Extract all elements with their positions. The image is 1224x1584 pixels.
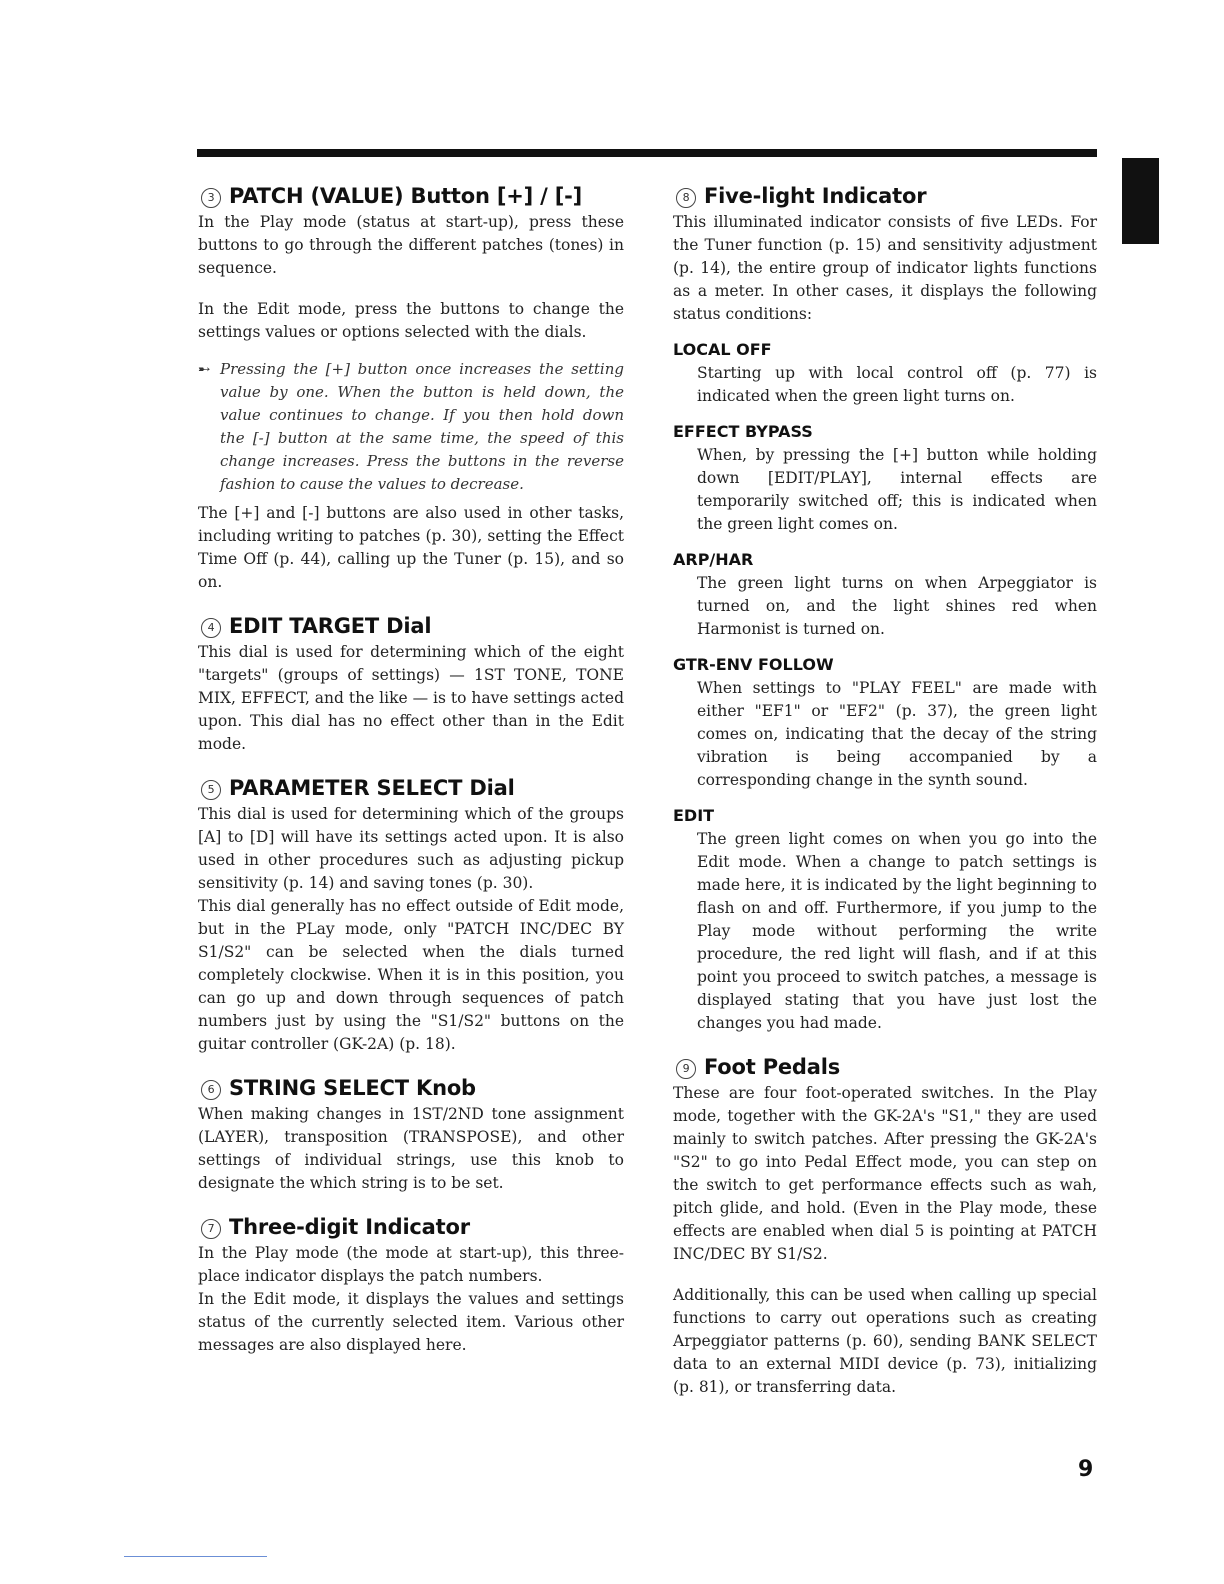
status-label: ARP/HAR [673, 550, 754, 569]
heading-text: STRING SELECT Knob [229, 1076, 476, 1100]
section-three-digit-indicator [198, 1215, 624, 1357]
paragraph: Additionally, this can be used when calling up special functions to carry out operations such as creating Arpeggiator patterns (p. 60), sending BANK SELECT data to an external MIDI device (p. 73), initializing (p. 81), or transferring data. [673, 1286, 1097, 1396]
section-heading [198, 1215, 624, 1239]
bottom-divider [124, 1556, 267, 1557]
section-heading [198, 184, 624, 208]
status-description: When, by pressing the [+] button while holding down [EDIT/PLAY], internal effects are temporarily switched off; this is indicated when the green light comes on. [697, 446, 1097, 533]
heading-text: Three-digit Indicator [229, 1215, 470, 1239]
circled-number: 4 [201, 618, 221, 638]
paragraph: In the Play mode (status at start-up), press these buttons to go through the different patches (tones) in sequence. [198, 213, 624, 277]
heading-text: PATCH (VALUE) Button [+] / [-] [229, 184, 583, 208]
paragraph: This dial is used for determining which of the groups [A] to [D] will have its settings acted upon. It is also used in other procedures such as adjusting pickup sensitivity (p. 14) and saving tones (p. 30). [198, 805, 624, 892]
section-patch-value-button [198, 184, 624, 594]
right-column [673, 184, 1097, 1419]
status-list [673, 340, 1097, 1035]
paragraph: This dial generally has no effect outside of Edit mode, but in the PLay mode, only "PATCH INC/DEC BY S1/S2" can be selected when the dials turned completely clockwise. When it is in this position, you can go up and down through sequences of patch numbers just by using the "S1/S2" buttons on the guitar controller (GK-2A) (p. 18). [198, 897, 624, 1053]
paragraph: In the Edit mode, press the buttons to change the settings values or options selected with the dials. [198, 300, 624, 341]
section-heading [198, 776, 624, 800]
circled-number: 3 [201, 188, 221, 208]
status-description: When settings to "PLAY FEEL" are made with either "EF1" or "EF2" (p. 37), the green light comes on, indicating that the decay of the string vibration is being accompanied by a corresponding change in the synth sound. [697, 679, 1097, 789]
arrow-icon: ➸ [198, 360, 211, 378]
chapter-tab-marker [1122, 158, 1159, 244]
paragraph: This illuminated indicator consists of five LEDs. For the Tuner function (p. 15) and sensitivity adjustment (p. 14), the entire group of indicator lights functions as a meter. In other cases, it displays the following status conditions: [673, 213, 1097, 323]
circled-number: 8 [676, 188, 696, 208]
section-heading [198, 614, 624, 638]
paragraph: This dial is used for determining which of the eight "targets" (groups of settings) — 1ST TONE, TONE MIX, EFFECT, and the like — is to have settings acted upon. This dial has no effect other than in the Edit mode. [198, 643, 624, 753]
section-edit-target-dial [198, 614, 624, 756]
circled-number: 6 [201, 1080, 221, 1100]
section-string-select-knob [198, 1076, 624, 1195]
heading-text: PARAMETER SELECT Dial [229, 776, 515, 800]
heading-text: Foot Pedals [704, 1055, 841, 1079]
circled-number: 9 [676, 1059, 696, 1079]
note [198, 358, 624, 496]
paragraph: These are four foot-operated switches. In the Play mode, together with the GK-2A's "S1," they are used mainly to switch patches. After pressing the GK-2A's "S2" to go into Pedal Effect mode, you can step on the switch to get performance effects such as wah, pitch glide, and hold. (Even in the Play mode, these effects are enabled when dial 5 is pointing at PATCH INC/DEC BY S1/S2. [673, 1084, 1097, 1263]
section-heading [673, 1055, 1097, 1079]
heading-text: EDIT TARGET Dial [229, 614, 432, 638]
top-rule [197, 149, 1097, 157]
section-five-light-indicator [673, 184, 1097, 1035]
status-label: EDIT [673, 806, 715, 825]
circled-number: 5 [201, 780, 221, 800]
left-column [198, 184, 624, 1377]
section-parameter-select-dial [198, 776, 624, 1056]
circled-number: 7 [201, 1219, 221, 1239]
section-heading [673, 184, 1097, 208]
note-text: Pressing the [+] button once increases the setting value by one. When the button is held down, the value continues to change. If you then hold down the [-] button at the same time, the speed of this change increases. Press the buttons in the reverse fashion to cause the values to decrease. [220, 360, 624, 493]
status-label: EFFECT BYPASS [673, 422, 813, 441]
section-heading [198, 1076, 624, 1100]
paragraph: When making changes in 1ST/2ND tone assignment (LAYER), transposition (TRANSPOSE), and other settings of individual strings, use this knob to designate the which string is to be set. [198, 1105, 624, 1192]
status-label: GTR-ENV FOLLOW [673, 655, 834, 674]
status-label: LOCAL OFF [673, 340, 772, 359]
page-number: 9 [1078, 1457, 1094, 1482]
status-description: Starting up with local control off (p. 77) is indicated when the green light turns on. [697, 364, 1097, 405]
paragraph: In the Edit mode, it displays the values and settings status of the currently selected item. Various other messages are also displayed here. [198, 1290, 624, 1354]
status-description: The green light turns on when Arpeggiator is turned on, and the light shines red when Harmonist is turned on. [697, 574, 1097, 638]
heading-text: Five-light Indicator [704, 184, 927, 208]
paragraph: In the Play mode (the mode at start-up), this three-place indicator displays the patch numbers. [198, 1244, 624, 1285]
paragraph: The [+] and [-] buttons are also used in other tasks, including writing to patches (p. 30), setting the Effect Time Off (p. 44), calling up the Tuner (p. 15), and so on. [198, 504, 624, 591]
status-description: The green light comes on when you go into the Edit mode. When a change to patch settings is made here, it is indicated by the light beginning to flash on and off. Furthermore, if you jump to the Play mode without performing the write procedure, the red light will flash, and if at this point you proceed to switch patches, a message is displayed stating that you have just lost the changes you had made. [697, 830, 1097, 1032]
section-foot-pedals [673, 1055, 1097, 1399]
